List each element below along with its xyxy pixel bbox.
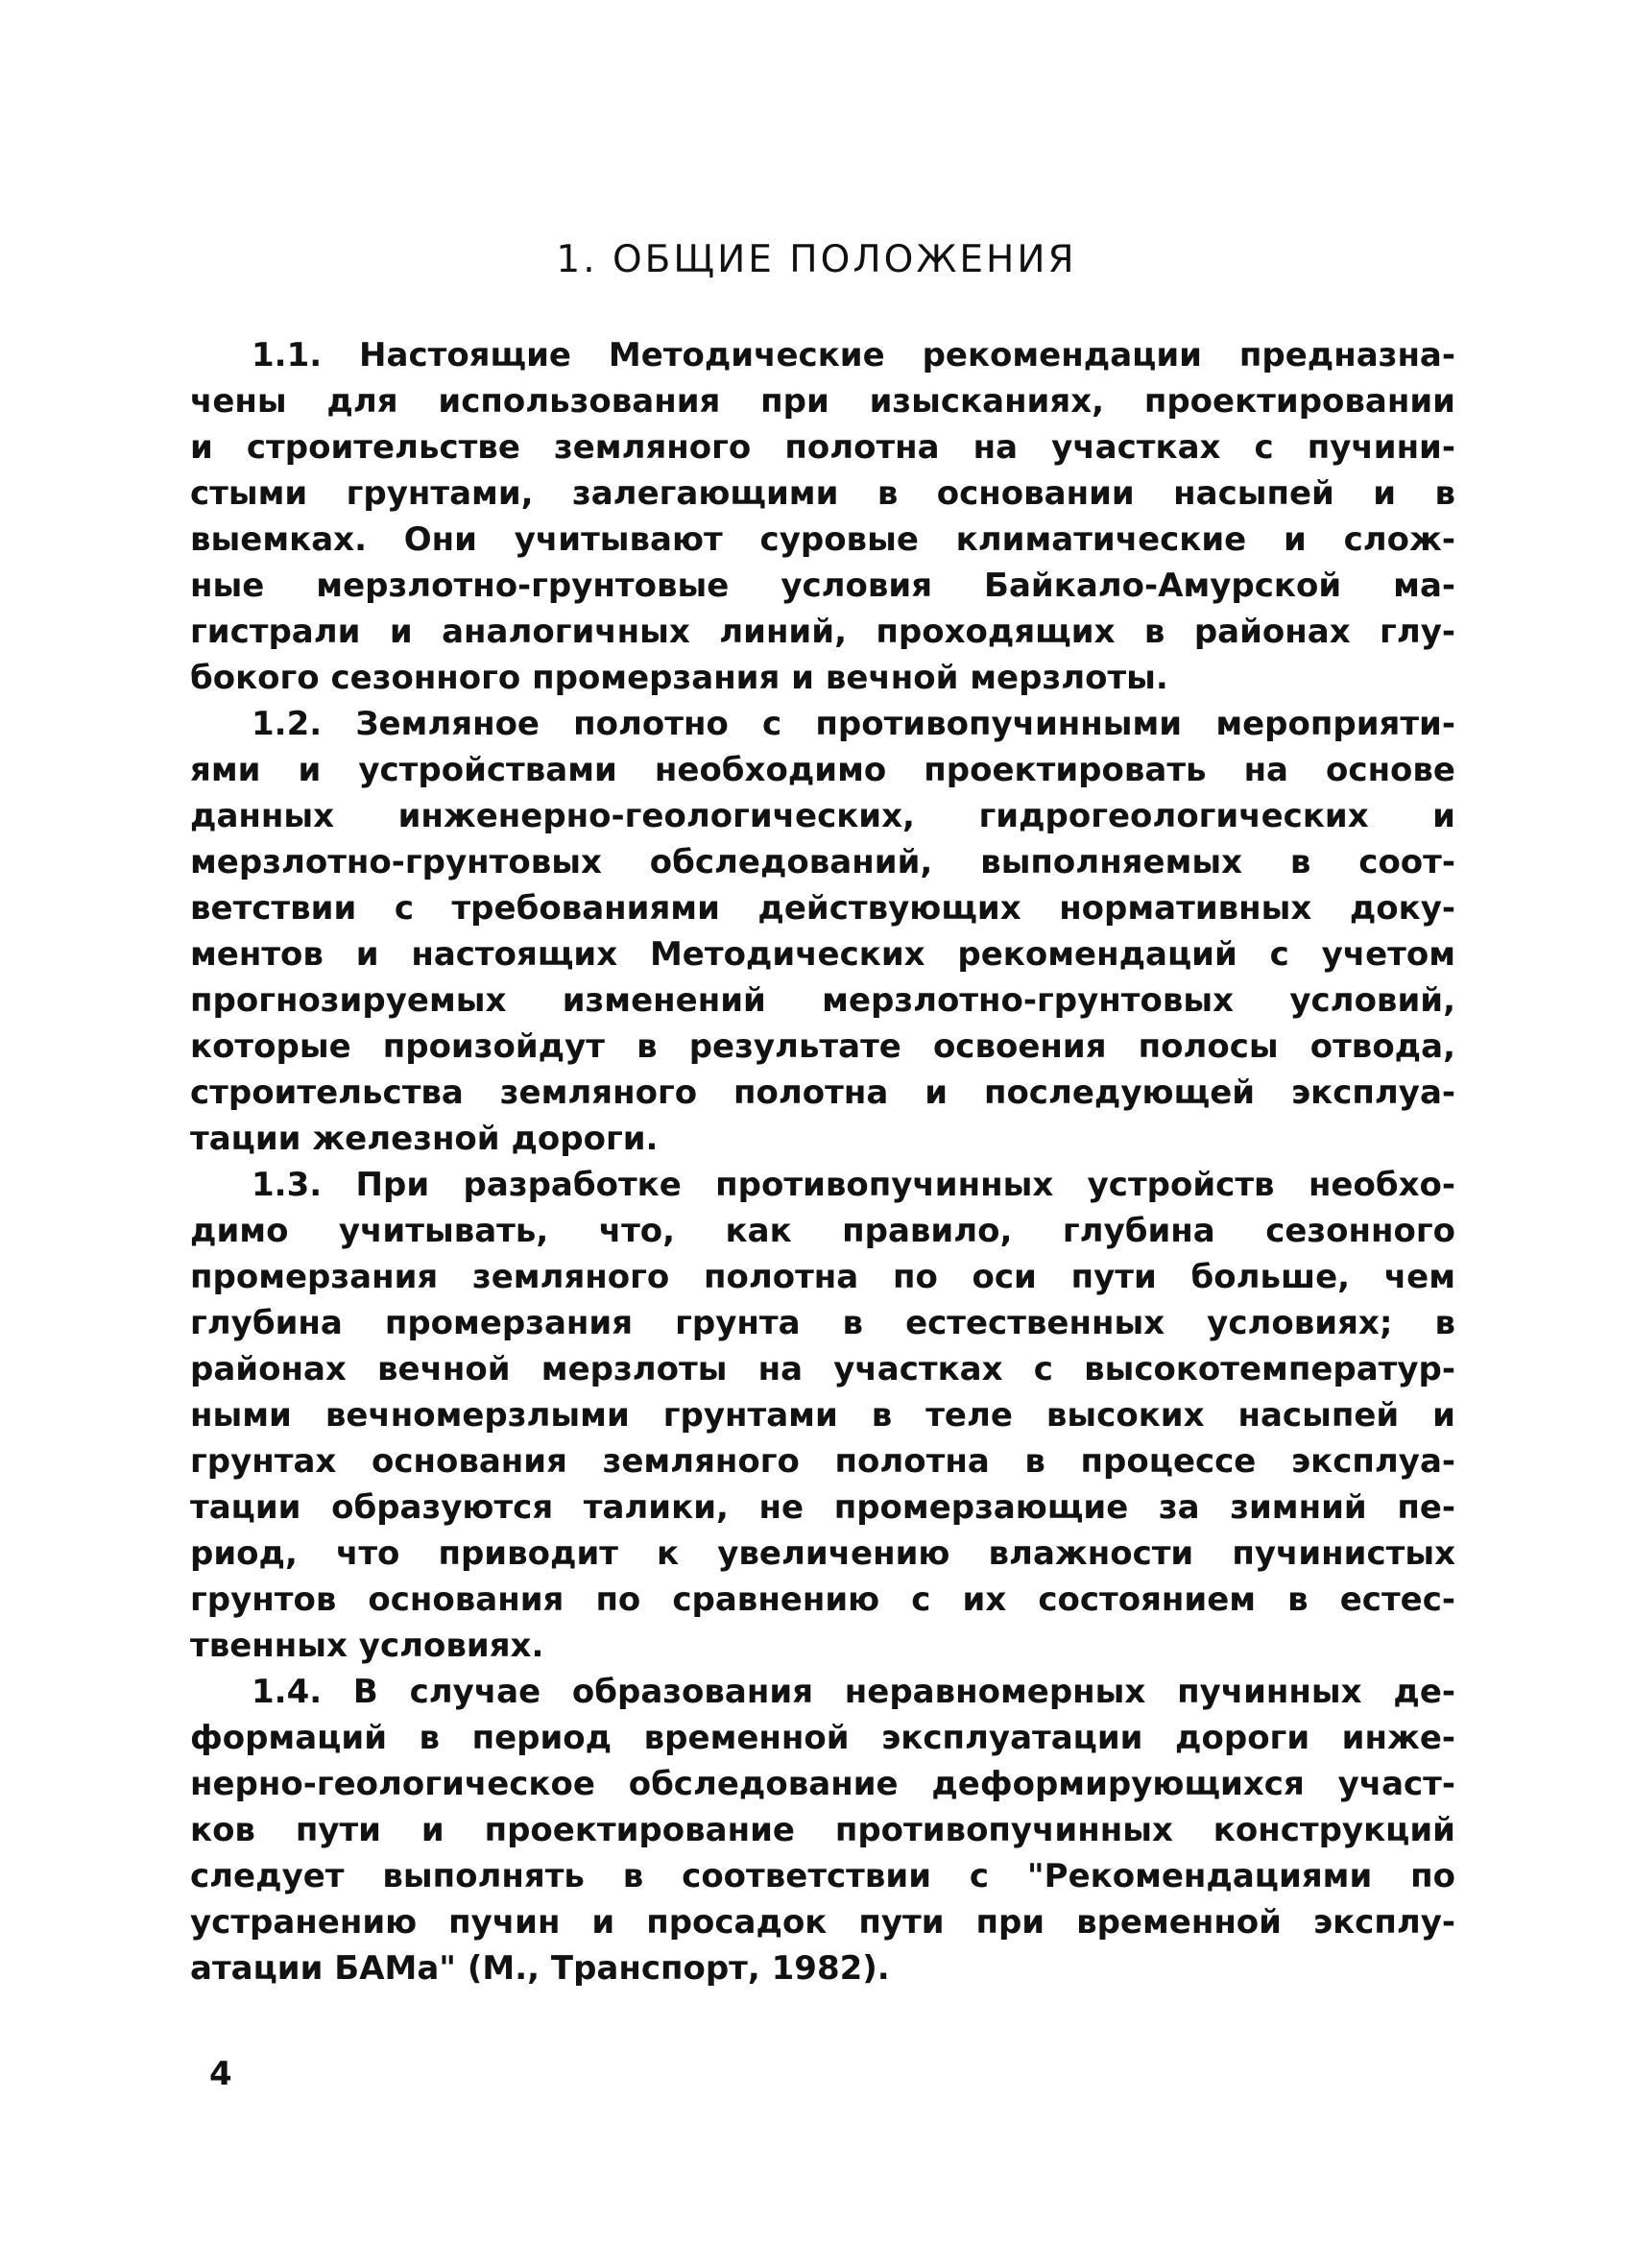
text-line: которые произойдут в результате освоения полосы отвода, [190, 1027, 1455, 1066]
text-line: твенных условиях. [190, 1627, 544, 1665]
text-line: 1.2. Земляное полотно с противопучинными мероприяти- [252, 705, 1455, 743]
text-line: нерно-геологическое обследование деформирующихся участ- [190, 1765, 1455, 1803]
page-number: 4 [209, 2055, 232, 2093]
text-line: ков пути и проектирование противопучинных конструкций [190, 1811, 1455, 1849]
text-line: мерзлотно-грунтовых обследований, выполняемых в соот- [190, 843, 1455, 881]
text-line: стыми грунтами, залегающими в основании насыпей и в [190, 474, 1455, 513]
text-line: ями и устройствами необходимо проектировать на основе [190, 751, 1455, 789]
text-line: прогнозируемых изменений мерзлотно-грунтовых условий, [190, 981, 1455, 1020]
text-line: районах вечной мерзлоты на участках с высокотемператур- [190, 1350, 1455, 1388]
text-line: строительства земляного полотна и последующей эксплуа- [190, 1074, 1455, 1112]
text-line: ветствии с требованиями действующих нормативных доку- [190, 889, 1455, 928]
text-line: глубина промерзания грунта в естественных условиях; в [190, 1304, 1455, 1342]
text-line: устранению пучин и просадок пути при временной эксплу- [190, 1903, 1455, 1942]
text-line: следует выполнять в соответствии с "Рекомендациями по [190, 1857, 1455, 1895]
text-line: ментов и настоящих Методических рекомендаций с учетом [190, 935, 1455, 974]
text-line: тации образуются талики, не промерзающие за зимний пе- [190, 1488, 1455, 1527]
text-line: тации железной дороги. [190, 1120, 659, 1158]
text-line: 1.4. В случае образования неравномерных пучинных де- [252, 1673, 1455, 1711]
text-line: и строительстве земляного полотна на участках с пучини- [190, 428, 1455, 467]
text-line: риод, что приводит к увеличению влажности пучинистых [190, 1534, 1455, 1573]
text-line: атации БАМа" (М., Транспорт, 1982). [190, 1949, 890, 1988]
text-line: формаций в период временной эксплуатации дороги инже- [190, 1719, 1455, 1757]
text-line: промерзания земляного полотна по оси пути больше, чем [190, 1258, 1455, 1296]
text-line: гистрали и аналогичных линий, проходящих в районах глу- [190, 613, 1455, 651]
text-line: 1.1. Настоящие Методические рекомендации предназна- [252, 336, 1455, 374]
text-line: данных инженерно-геологических, гидрогеологических и [190, 797, 1455, 835]
text-line: ными вечномерзлыми грунтами в теле высоких насыпей и [190, 1396, 1455, 1435]
text-line: чены для использования при изысканиях, проектировании [190, 382, 1455, 421]
text-line: 1.3. При разработке противопучинных устройств необхо- [252, 1166, 1455, 1204]
text-line: ные мерзлотно-грунтовые условия Байкало-Амурской ма- [190, 567, 1455, 605]
text-line: грунтов основания по сравнению с их состоянием в естес- [190, 1580, 1455, 1619]
text-line: бокого сезонного промерзания и вечной мерзлоты. [190, 659, 1168, 697]
text-line: выемках. Они учитывают суровые климатические и слож- [190, 520, 1455, 559]
text-line: грунтах основания земляного полотна в процессе эксплуа- [190, 1442, 1455, 1481]
text-line: димо учитывать, что, как правило, глубина сезонного [190, 1212, 1455, 1250]
section-heading: 1. ОБЩИЕ ПОЛОЖЕНИЯ [556, 238, 1077, 281]
